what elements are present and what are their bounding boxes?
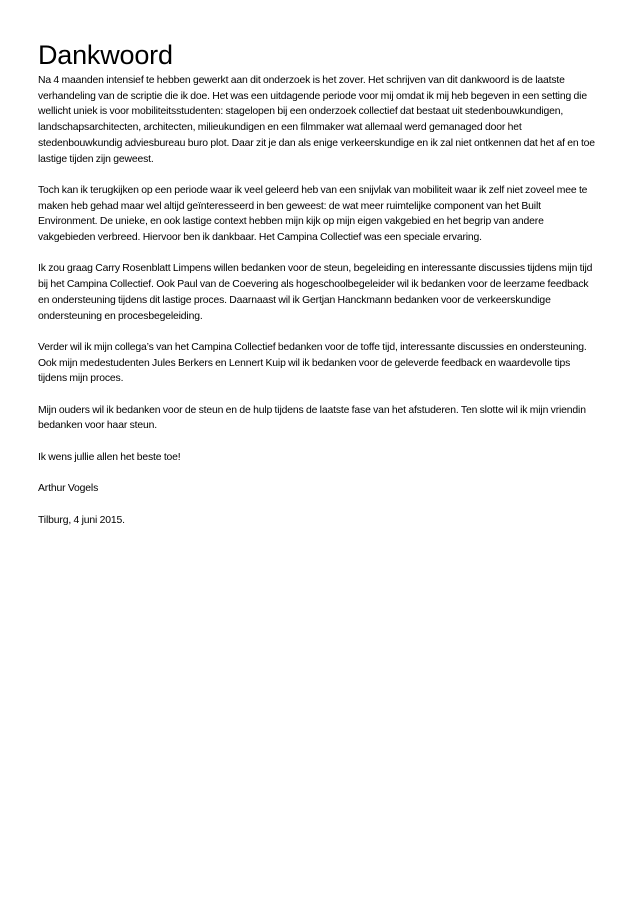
place-date: Tilburg, 4 juni 2015. bbox=[38, 514, 125, 526]
page-title: Dankwoord bbox=[38, 40, 173, 70]
paragraph-intro: Na 4 maanden intensief te hebben gewerkt aan dit onderzoek is het zover. Het schrijven van dit dankwoord is de laatste verhandeling van de scriptie die ik doe. Het was een uitdagende periode voor mij omdat ik mij heb begeven in een setting die wellicht uniek is voor mobiliteitsstudenten: stagelopen bij een onderzoek collectief dat bestaat uit stedenbouwkundigen, landschapsarchitecten, architecten, milieukundigen en een filmmaker wat allemaal werd gemanaged door het stedenbouwkundig adviesbureau buro plot. Daar zit je dan als enige verkeerskundige en ik zal niet ontkennen dat het af en toe lastige tijden zijn geweest. bbox=[38, 75, 595, 165]
paragraph-reflection: Toch kan ik terugkijken op een periode waar ik veel geleerd heb van een snijvlak van mobiliteit waar ik zelf niet zoveel mee te maken heb gehad maar wel altijd geïnteresseerd in ben geweest: de wat meer ruimtelijke component van het Built Environment. De unieke, en ook lastige context hebben mijn kijk op mijn eigen vakgebied en het begrip van andere vakgebieden verbreed. Hiervoor ben ik dankbaar. Het Campina Collectief was een speciale ervaring. bbox=[38, 184, 588, 244]
document-page bbox=[38, 38, 598, 544]
paragraph-thanks-family: Mijn ouders wil ik bedanken voor de steun en de hulp tijdens de laatste fase van het afstuderen. Ten slotte wil ik mijn vriendin bedanken voor haar steun. bbox=[38, 404, 586, 432]
paragraph-thanks-supervisors: Ik zou graag Carry Rosenblatt Limpens willen bedanken voor de steun, begeleiding en interessante discussies tijdens mijn tijd bij het Campina Collectief. Ook Paul van de Coevering als hogeschoolbegeleider wil ik bedanken voor de leerzame feedback en ondersteuning tijdens dit lastige proces. Daarnaast wil ik Gertjan Hanckmann bedanken voor de verkeerskundige ondersteuning en procesbegeleiding. bbox=[38, 263, 593, 322]
author-name: Arthur Vogels bbox=[38, 483, 99, 495]
closing-wish: Ik wens jullie allen het beste toe! bbox=[38, 451, 181, 463]
paragraph-thanks-colleagues: Verder wil ik mijn collega’s van het Campina Collectief bedanken voor de toffe tijd, interessante discussies en ondersteuning. Ook mijn medestudenten Jules Berkers en Lennert Kuip wil ik bedanken voor de geleverde feedback en waardevolle tips tijdens mijn proces. bbox=[38, 341, 587, 385]
